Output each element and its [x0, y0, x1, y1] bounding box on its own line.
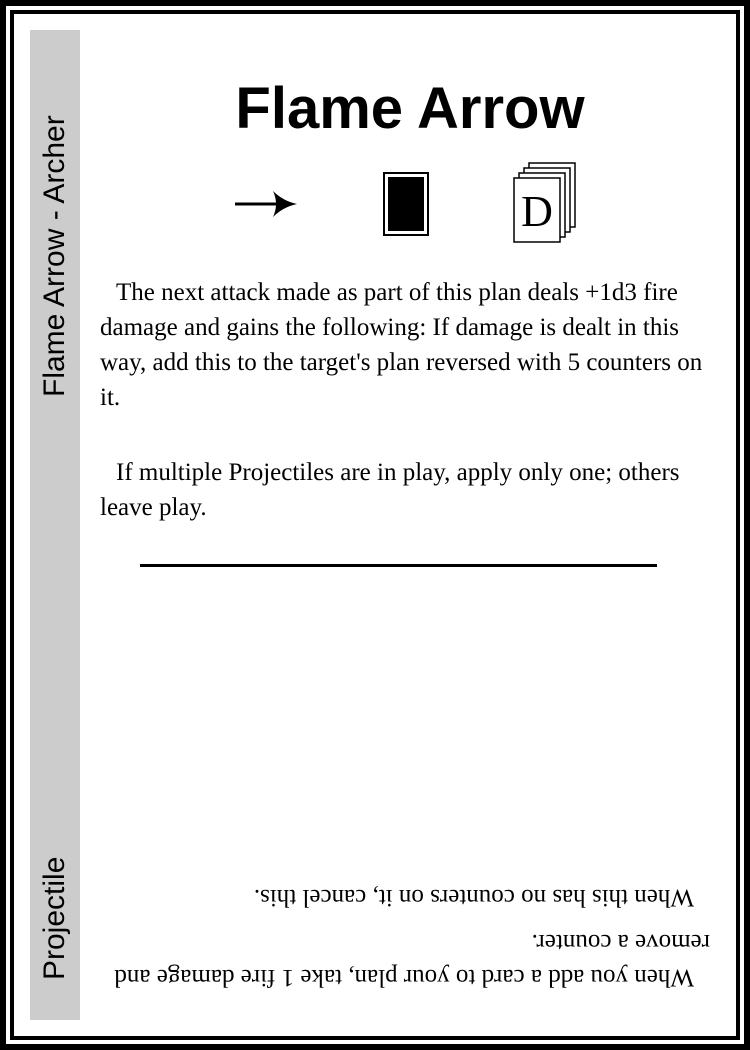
- rule-paragraph: If multiple Projectiles are in play, apply only one; others leave play.: [100, 459, 680, 521]
- divider: [140, 564, 657, 567]
- side-type: Projectile: [38, 856, 71, 980]
- rules-text: [100, 275, 710, 525]
- card-title: Flame Arrow: [235, 76, 585, 141]
- rule-paragraph: The next attack made as part of this plan deals +1d3 fire damage and gains the following: If damage is dealt in this way, add this to the target's plan reversed with 5 counters on it.: [100, 279, 703, 411]
- deck-letter: D: [521, 187, 553, 236]
- card-back-icon: [383, 172, 429, 236]
- right-arrow-icon: [233, 187, 299, 221]
- deck-d-icon: [512, 162, 578, 244]
- reversed-rule-paragraph: When you add a card to your plan, take 1 fire damage and remove a counter.: [114, 929, 710, 991]
- reversed-rules: [100, 845, 710, 995]
- reversed-rule-paragraph: When this has no counters on it, cancel this.: [253, 884, 694, 911]
- side-title: Flame Arrow - Archer: [38, 115, 71, 397]
